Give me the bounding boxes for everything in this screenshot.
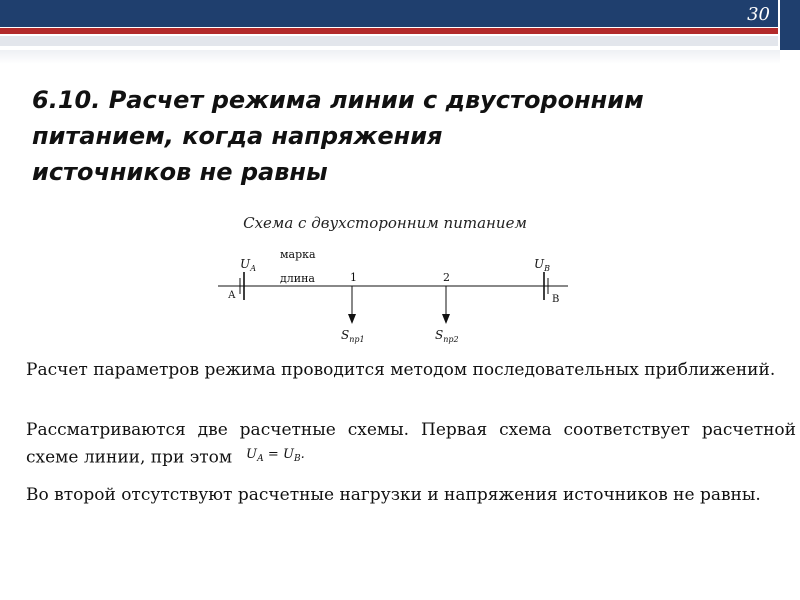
- slide-title: [32, 82, 792, 190]
- node-b-label: В: [552, 294, 560, 305]
- eq-right-sub: В: [293, 454, 301, 464]
- load-2-arrowhead: [442, 314, 450, 324]
- load-1-arrowhead: [348, 314, 356, 324]
- title-line-1: 6.10. Расчет режима линии с двусторонним: [32, 86, 644, 114]
- header-fade: [0, 50, 780, 64]
- load-1-label: $S_{пр1}$: [341, 328, 365, 344]
- load-2-label: $S_{пр2}$: [435, 328, 459, 344]
- svg-text:UА = UВ.: [246, 447, 305, 464]
- source-b-voltage: $U_В$: [534, 257, 551, 273]
- eq-left-sub: А: [256, 454, 264, 464]
- node-a-label: А: [228, 290, 236, 301]
- header-grey-stripe: [0, 36, 778, 46]
- slide-number: 30: [747, 4, 770, 25]
- eq-right: U: [282, 447, 294, 462]
- two-sided-supply-diagram: [200, 242, 580, 348]
- diagram-caption: Схема с двухсторонним питанием: [243, 214, 527, 232]
- eq-end: .: [300, 447, 305, 462]
- eq-left: U: [245, 447, 257, 462]
- node-1-label: 1: [350, 271, 357, 284]
- paragraph-second-scheme: Во второй отсутствуют расчетные нагрузки и напряжения источников не равны.: [26, 485, 761, 505]
- paragraph-method: Расчет параметров режима проводится методом последовательных приближений.: [26, 360, 776, 380]
- paragraph-schemes-text: Рассматриваются две расчетные схемы. Первая схема соответствует расчетной схеме линии, при этом: [26, 420, 796, 468]
- header-navy-bar: [0, 0, 778, 27]
- line-length-label: длина: [280, 272, 315, 285]
- paragraph-schemes: [26, 418, 796, 473]
- title-line-3: источников не равны: [32, 158, 328, 186]
- header-red-stripe: [0, 28, 778, 34]
- eq-mid: =: [263, 447, 283, 462]
- header-right-strip: [780, 0, 800, 50]
- voltage-equality-formula: [244, 443, 334, 473]
- line-mark-label: марка: [280, 248, 316, 261]
- node-2-label: 2: [443, 271, 450, 284]
- title-line-2: питанием, когда напряжения: [32, 122, 443, 150]
- source-a-voltage: $U_А$: [240, 257, 257, 273]
